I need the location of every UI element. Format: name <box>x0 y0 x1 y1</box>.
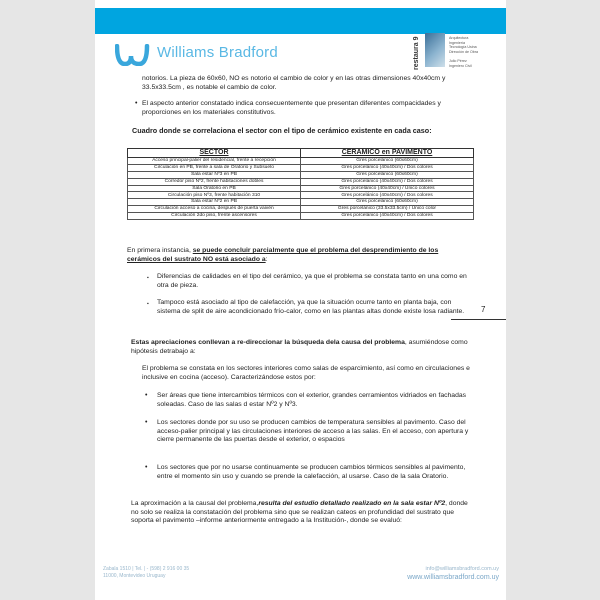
table-header: CERAMICO en PAVIMENTO <box>301 149 474 158</box>
bullet-paragraph-5: Los sectores que por no usarse continuamente se producen cambios térmicos sensibles al pavimento, entre el momento sin uso y cuando se prende la calefacción, al usarse. Caso de la sala Oratorio. <box>157 464 466 480</box>
table-row: Corredor piso Nº2, frente habitaciones dobles Gres porcelánico (40x40cm) / Dos colores <box>128 178 474 185</box>
paragraph-4: Estas apreciaciones conllevan a re-direccionar la búsqueda dela causa del problema, asumiéndose como hipótesis detrabajo a: <box>131 339 468 355</box>
table-row: Sala estar Nº3 en PB Gres porcelánico (60x60cm) <box>128 171 474 178</box>
restaura-image <box>425 33 445 67</box>
table-header: SECTOR <box>128 149 301 158</box>
table-row: Circulación en PB, frente a sala de Oratorio y Subsuelo Gres porcelánico (40x40cm) / Dos colores <box>128 164 474 171</box>
brand-name: Williams Bradford <box>157 44 278 61</box>
table-row: Circulación piso Nº3, frente habitación 310 Gres porcelánico (40x40cm) / Dos colores <box>128 192 474 199</box>
bullet-icon: ▪ <box>147 275 149 281</box>
footer-contact <box>405 566 499 581</box>
bullet-paragraph-1: Diferencias de calidades en el tipo del cerámico, ya que el problema se constata tanto en una como en otra de pieza. <box>157 273 467 289</box>
table-heading: Cuadro donde se correlaciona el sector con el tipo de cerámico existente en cada caso: <box>132 126 432 135</box>
page-number: 7 <box>481 305 486 314</box>
restaura-label: restaura 9 <box>413 36 420 70</box>
table-row: Circulación 2do piso, frente ascensores Gres porcelánico (40x40cm) / Dos colores <box>128 213 474 220</box>
bullet-paragraph-4: Los sectores donde por su uso se producen cambios de temperatura sensibles al pavimento. Caso del acceso-palier principal y las circulaciones interiores de acceso a las salas. En el acceso, con apertura y cierre permanente de las puertas desde el exterior, o espacios <box>157 419 469 444</box>
paragraph-6: La aproximación a la causal del problema,resulta del estudio detallado realizado en la sala estar Nº2, donde no solo se realiza la constatación del problema sino que se realizan cateos en profundidad del sustrato que soporta el pavimento –informe anteriormente entregado a la Institución-, donde se evaluó: <box>131 500 468 525</box>
williams-bradford-logo-icon <box>115 44 151 66</box>
paragraph-2: El aspecto anterior constatado indica consecuentemente que presentan diferentes compacidades y proporciones en los materiales constitutivos. <box>142 100 441 116</box>
bullet-icon: • <box>135 100 138 107</box>
bullet-icon: ▪ <box>147 301 149 307</box>
bullet-paragraph-2: Tampoco está asociado al tipo de calefacción, ya que la situación ocurre tanto en planta baja, con sistema de split de aire acondicionado frío-calor, como en las plantas altas donde existe losa radiante. <box>157 299 465 315</box>
table-row: Circulación acceso a cocina, después de puerta vaivén Gres porcelánico (33.5x33.5cm) / Único color <box>128 206 474 213</box>
paragraph-1: notorios. La pieza de 60x60, NO es notorio el cambio de color y en las otras dimensiones 40x40cm y 33.5x33.5cm , es notable el cambio de color. <box>142 75 446 91</box>
footer-address: Zabala 1510 | Tel. | - (598) 2 916 00 35 11000, Montevideo Uruguay <box>103 566 190 579</box>
footer-email[interactable]: info@williamsbradford.com.uy <box>425 566 499 572</box>
sector-table <box>127 148 474 220</box>
restaura-credits: Arquitectura Ingeniería Tecnología Usina Dirección de Obra Julio Pérez Ingeniero Civil <box>449 36 478 68</box>
table-row: Acceso principal-palier del residencial, frente a recepción Gres porcelánico (60x60cm) <box>128 158 474 165</box>
bullet-paragraph-3: Ser áreas que tiene intercambios térmicos con el exterior, grandes cerramientos vidriados en fachadas soleadas. Caso de las salas d estar Nº2 y Nº3. <box>157 392 467 408</box>
paragraph-3: En primera instancia, se puede concluir parcialmente que el problema del desprendimiento de los cerámicos del sustrato NO está asociado a: <box>127 247 439 263</box>
bullet-icon: • <box>145 419 148 426</box>
paragraph-5: El problema se constata en los sectores interiores como salas de esparcimiento, así como en circulaciones e inclusive en cocina (acceso). Caracterizándose estos por: <box>142 365 470 381</box>
document-page <box>95 0 506 600</box>
page-number-divider <box>451 319 506 320</box>
table-row: Sala Oratorio en PB Gres porcelánico (40x40cm) / Único colores <box>128 185 474 192</box>
bullet-icon: • <box>145 392 148 399</box>
bullet-icon: • <box>145 464 148 471</box>
table-row: Sala estar Nº2 en PB Gres porcelánico (60x60cm) <box>128 199 474 206</box>
footer-website[interactable]: www.williamsbradford.com.uy <box>407 573 499 581</box>
